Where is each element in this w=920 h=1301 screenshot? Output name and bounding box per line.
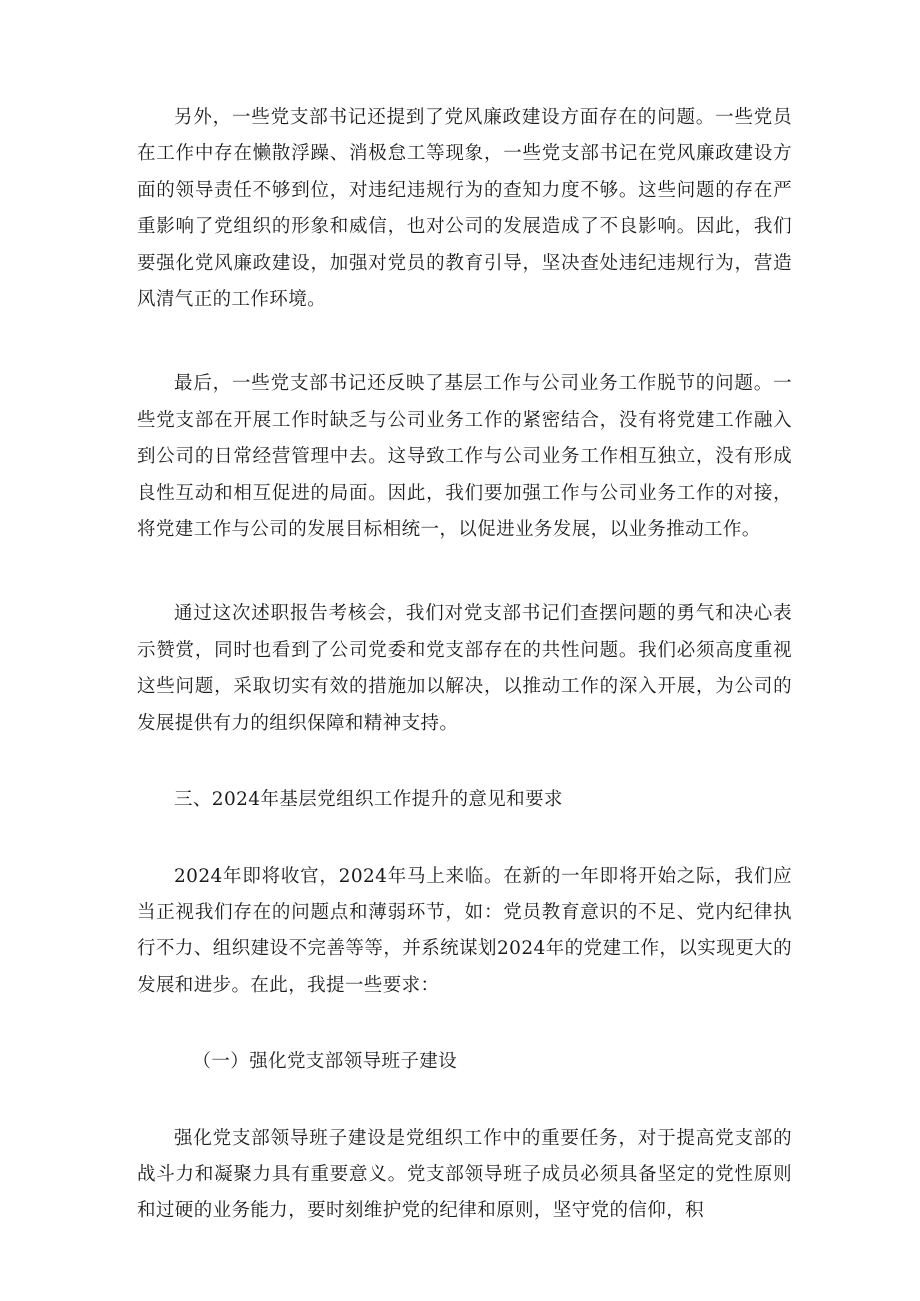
paragraph-party-integrity: 另外，一些党支部书记还提到了党风廉政建设方面存在的问题。一些党员在工作中存在懒散浮躁、消极怠工等现象，一些党支部书记在党风廉政建设方面的领导责任不够到位，对违纪违规行为的查知力度不够。这些问题的存在严重影响了党组织的形象和威信，也对公司的发展造成了不良影响。因此，我们要强化党风廉政建设，加强对党员的教育引导，坚决查处违纪违规行为，营造风清气正的工作环境。: [137, 107, 792, 311]
paragraph-work-disconnect: 最后，一些党支部书记还反映了基层工作与公司业务工作脱节的问题。一些党支部在开展工作时缺乏与公司业务工作的紧密结合，没有将党建工作融入到公司的日常经营管理中去。这导致工作与公司业务工作相互独立，没有形成良性互动和相互促进的局面。因此，我们要加强工作与公司业务工作的对接，将党建工作与公司的发展目标相统一，以促进业务发展，以业务推动工作。: [137, 373, 792, 541]
paragraph-gap: [137, 1081, 792, 1121]
paragraph-review-summary: 通过这次述职报告考核会，我们对党支部书记们查摆问题的勇气和决心表示赞赏，同时也看到了公司党委和党支部存在的共性问题。我们必须高度重视这些问题，采取切实有效的措施加以解决，以推动工作的深入开展，为公司的发展提供有力的组织保障和精神支持。: [137, 603, 792, 734]
paragraph-gap: [137, 318, 792, 366]
section-heading-3: 三、2024年基层党组织工作提升的意见和要求: [174, 789, 563, 811]
paragraph-2024-outlook: 2024年即将收官，2024年马上来临。在新的一年即将开始之际，我们应当正视我们存在的问题点和薄弱环节，如：党员教育意识的不足、党内纪律执行不力、组织建设不完善等等，并系统谋划2024年的党建工作，以实现更大的发展和进步。在此，我提一些要求：: [137, 865, 792, 996]
paragraph-gap: [137, 1004, 792, 1044]
paragraph-gap: [137, 742, 792, 782]
document-page: [137, 100, 792, 1230]
paragraph-gap: [137, 819, 792, 859]
subsection-heading-1: （一）强化党支部领导班子建设: [192, 1051, 458, 1073]
paragraph-gap: [137, 548, 792, 596]
paragraph-leadership-building: 强化党支部领导班子建设是党组织工作中的重要任务，对于提高党支部的战斗力和凝聚力具有重要意义。党支部领导班子成员必须具备坚定的党性原则和过硬的业务能力，要时刻维护党的纪律和原则，坚守党的信仰，积: [137, 1127, 792, 1222]
